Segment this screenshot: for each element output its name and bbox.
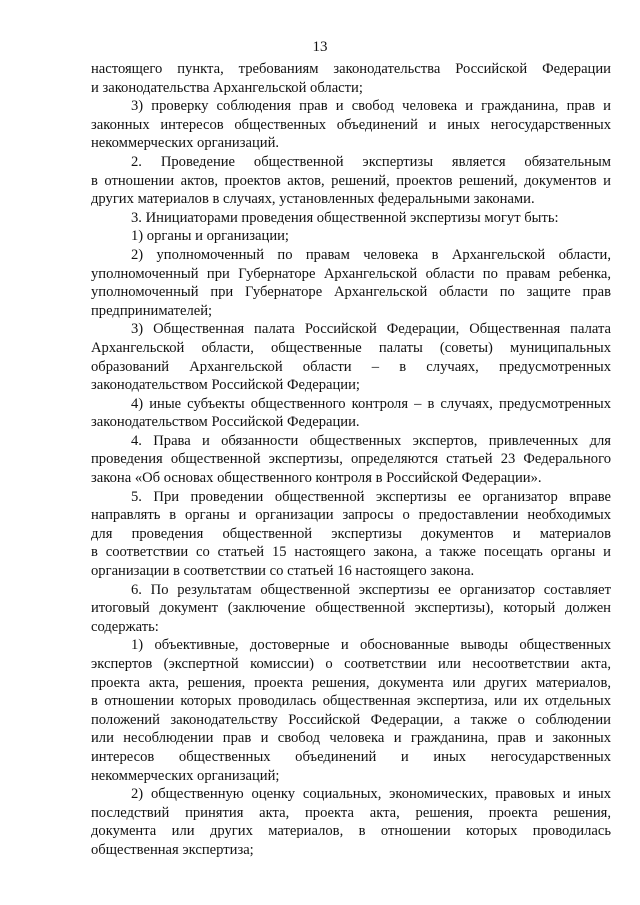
text-line: уполномоченный при Губернаторе Архангельской области по защите прав: [91, 284, 611, 301]
text-line: 2. Проведение общественной экспертизы является обязательным: [131, 153, 611, 170]
document-body: [91, 60, 611, 860]
text-line: общественная экспертиза;: [91, 841, 254, 858]
page-number: 13: [312, 39, 328, 55]
text-line: уполномоченный при Губернаторе Архангельской области по правам ребенка,: [91, 265, 611, 282]
text-line: 5. При проведении общественной экспертизы ее организатор вправе: [131, 488, 611, 505]
text-line: и законодательства Архангельской области;: [91, 79, 363, 96]
text-line: 3) Общественная палата Российской Федерации, Общественная палата: [131, 321, 611, 338]
text-line: проекта акта, решения, проекта решения, документа или других материалов,: [91, 674, 611, 691]
text-line: документа или других материалов, в отношении которых проводилась: [91, 823, 611, 840]
text-line: в отношении которых проводилась общественная экспертиза, или их отдельных: [91, 693, 611, 710]
text-line: итоговый документ (заключение общественной экспертизы), который должен: [91, 600, 611, 617]
text-line: законодательством Российской Федерации.: [91, 414, 360, 431]
text-line: или несоблюдении прав и свобод человека и гражданина, прав и законных: [91, 730, 611, 747]
text-line: 4. Права и обязанности общественных экспертов, привлеченных для: [131, 432, 611, 449]
text-line: экспертов (экспертной комиссии) о соответствии или несоответствии акта,: [91, 656, 611, 672]
text-line: последствий принятия акта, проекта акта, решения, проекта решения,: [91, 804, 611, 821]
text-line: положений законодательству Российской Федерации, а также о соблюдении: [91, 711, 611, 728]
text-line: 6. По результатам общественной экспертизы ее организатор составляет: [131, 581, 611, 598]
text-line: в соответствии со статьей 15 настоящего закона, а также посещать органы и: [91, 544, 611, 561]
text-line: 2) общественную оценку социальных, экономических, правовых и иных: [131, 786, 611, 803]
text-line: 3. Инициаторами проведения общественной экспертизы могут быть:: [131, 209, 559, 226]
text-line: проведения общественной экспертизы, определяются статьей 23 Федерального: [91, 451, 611, 468]
text-line: 1) объективные, достоверные и обоснованные выводы общественных: [131, 637, 611, 654]
text-line: в отношении актов, проектов актов, решений, проектов решений, документов и: [91, 172, 611, 189]
text-line: для проведения общественной экспертизы документов и материалов: [91, 525, 611, 542]
text-line: настоящего пункта, требованиям законодательства Российской Федерации: [91, 61, 611, 77]
text-line: 3) проверку соблюдения прав и свобод человека и гражданина, прав и: [131, 98, 611, 115]
text-line: Архангельской области, общественные палаты (советы) муниципальных: [91, 339, 611, 356]
text-line: законодательством Российской Федерации;: [91, 377, 360, 394]
text-line: других материалов в случаях, установленных федеральными законами.: [91, 191, 535, 208]
text-line: содержать:: [91, 618, 159, 635]
text-line: 1) органы и организации;: [131, 228, 289, 245]
text-line: некоммерческих организаций.: [91, 135, 280, 152]
text-line: законных интересов общественных объединений и иных негосударственных: [91, 116, 611, 133]
text-line: направлять в органы и организации запросы о предоставлении необходимых: [91, 507, 611, 524]
text-line: предпринимателей;: [91, 302, 213, 319]
text-line: 2) уполномоченный по правам человека в Архангельской области,: [131, 246, 611, 263]
text-line: образований Архангельской области – в случаях, предусмотренных: [91, 358, 611, 375]
text-line: 4) иные субъекты общественного контроля – в случаях, предусмотренных: [131, 395, 611, 412]
text-line: организации в соответствии со статьей 16 настоящего закона.: [91, 563, 475, 580]
text-line: интересов общественных объединений и иных негосударственных: [91, 748, 611, 765]
text-line: закона «Об основах общественного контроля в Российской Федерации».: [91, 470, 542, 487]
text-line: некоммерческих организаций;: [91, 767, 280, 784]
